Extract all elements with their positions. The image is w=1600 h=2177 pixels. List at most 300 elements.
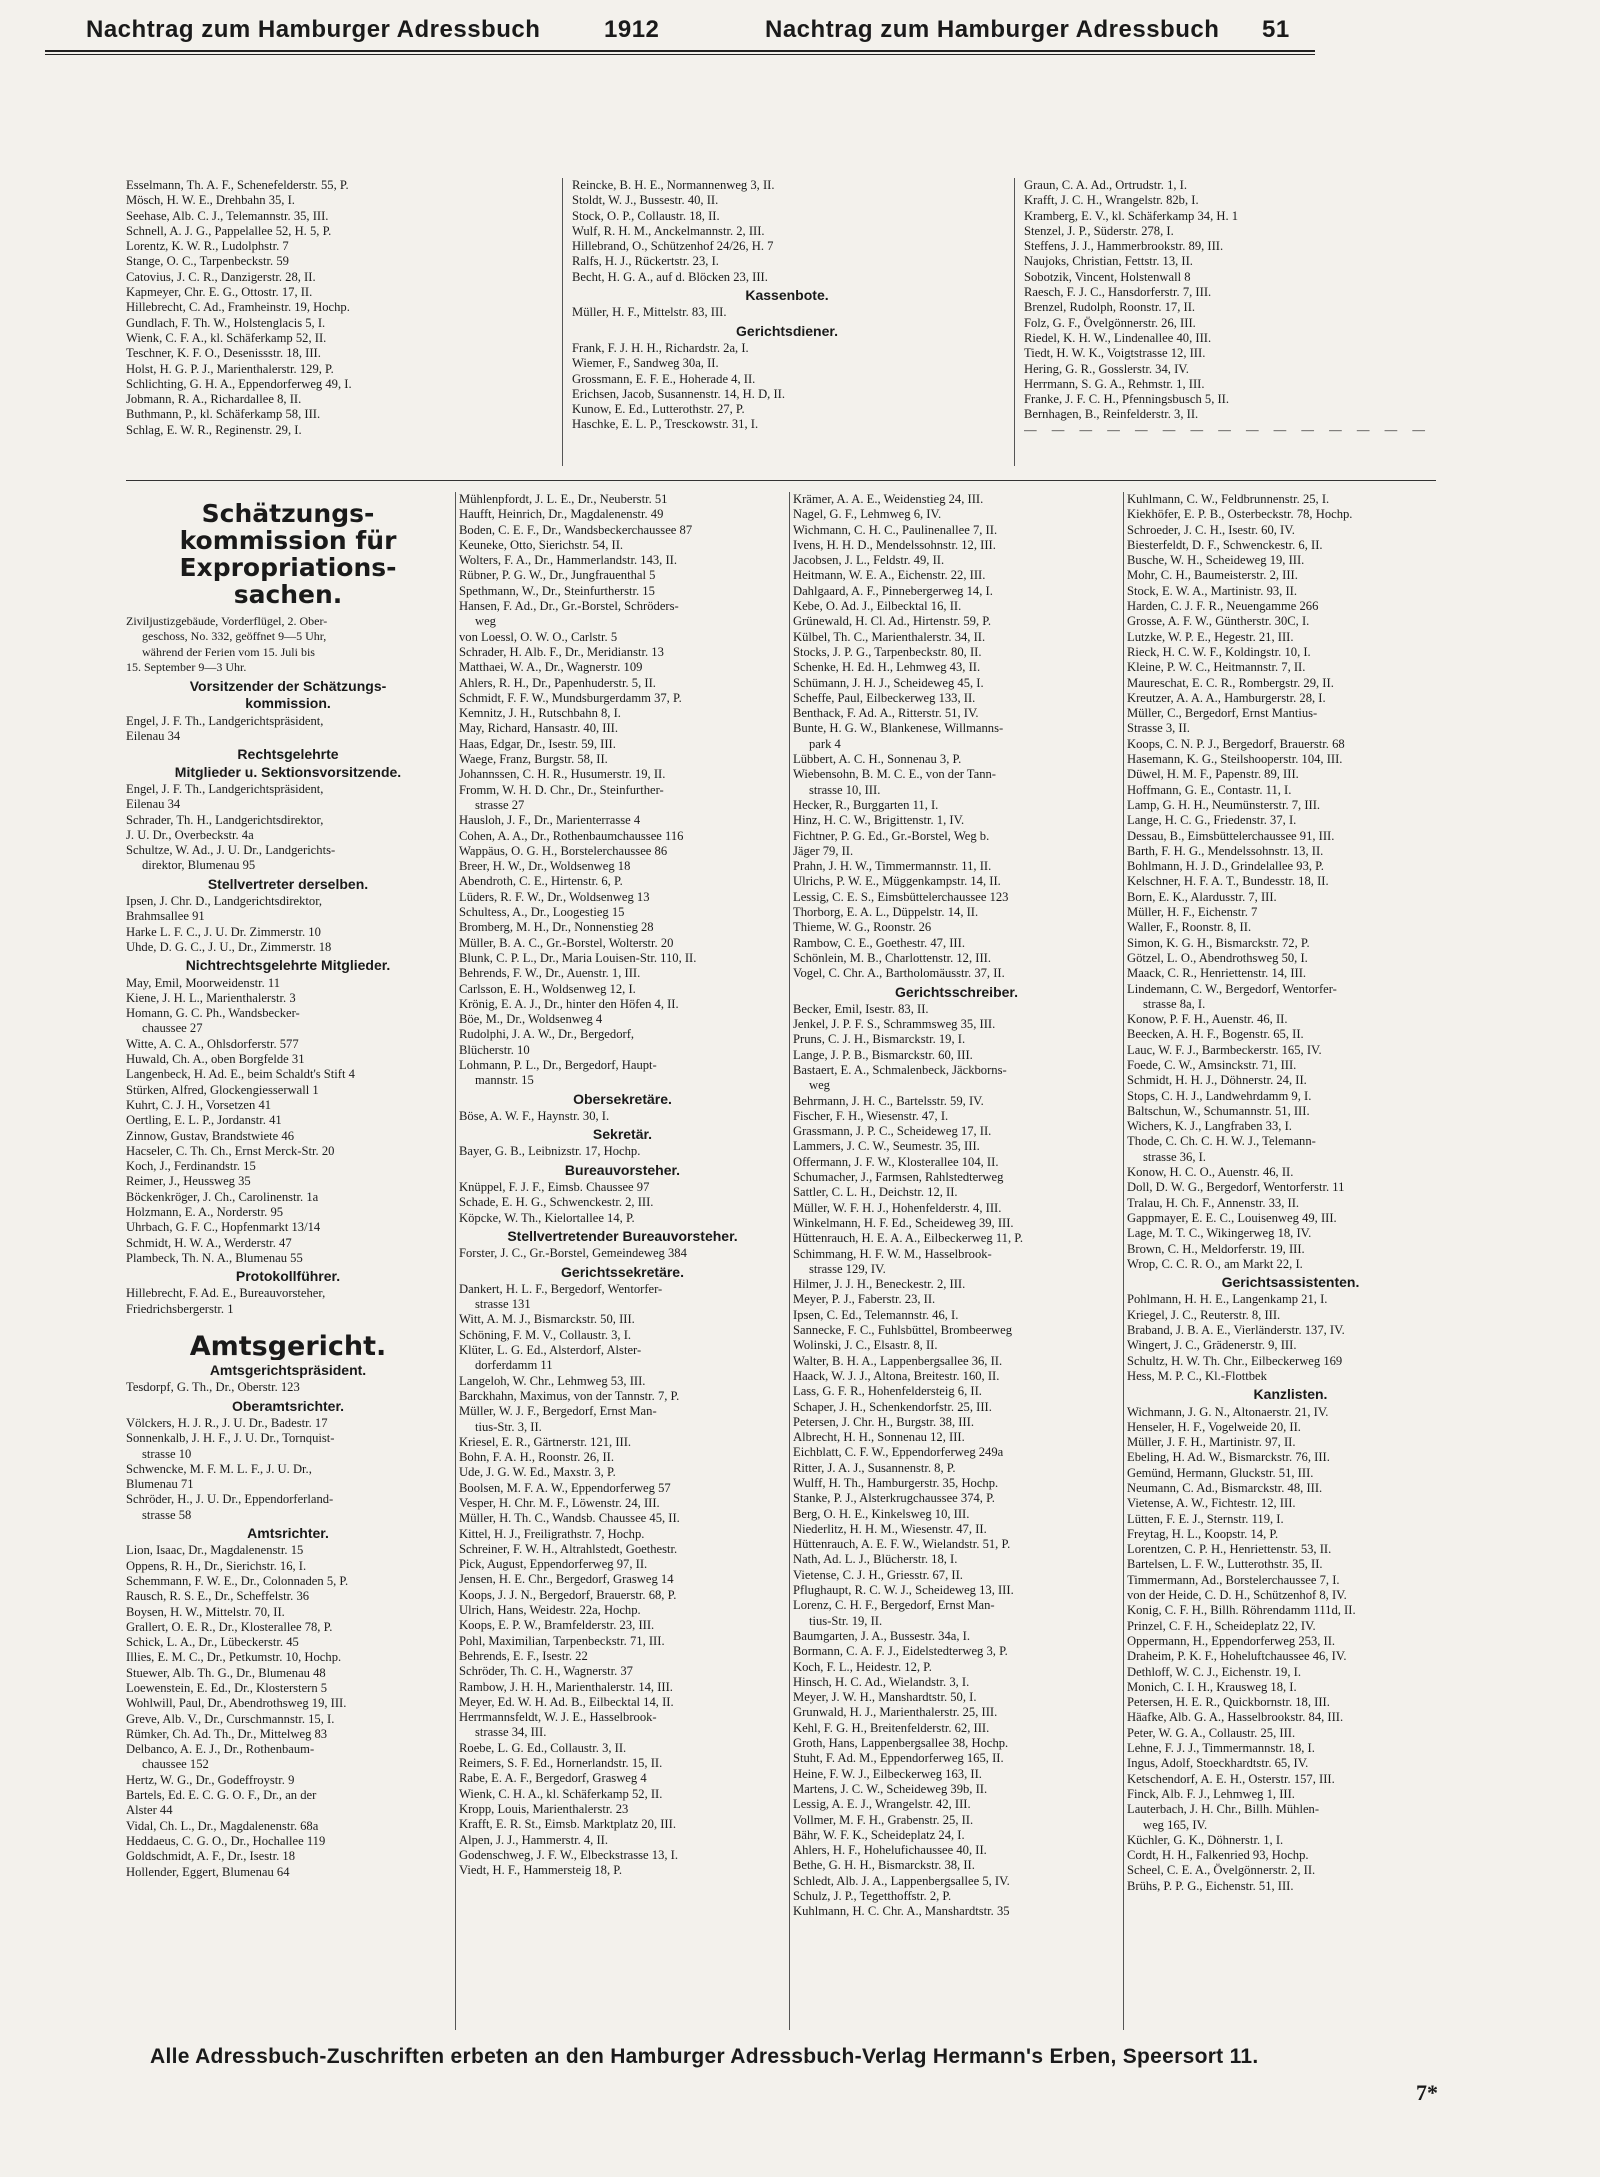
list-item: Ahlers, H. F., Hohelufichaussee 40, II. [793, 1843, 987, 1858]
list-item: Knüppel, F. J. F., Eimsb. Chaussee 97 [459, 1180, 650, 1195]
list-item: strasse 58 [142, 1507, 192, 1522]
list-item: Erichsen, Jacob, Susannenstr. 14, H. D, II. [572, 386, 786, 401]
section-title-nichtrechtsgelehrte: Nichtrechtsgelehrte Mitglieder. [185, 958, 391, 974]
footer-notice: Alle Adressbuch-Zuschriften erbeten an den Hamburger Adressbuch-Verlag Hermann's Erben, Speersort 11. [150, 2045, 1259, 2068]
list-item: tius-Str. 3, II. [475, 1419, 542, 1434]
list-item: Rambow, C. E., Goethestr. 47, III. [793, 935, 965, 950]
list-item: Stenzel, J. P., Süderstr. 278, I. [1024, 223, 1174, 238]
list-item: Jobmann, R. A., Richardallee 8, II. [126, 392, 302, 407]
section-title-vorsitzender-1: Vorsitzender der Schätzungs- [189, 679, 387, 695]
list-item: Köpcke, W. Th., Kielortallee 14, P. [459, 1210, 635, 1225]
list-item: Brown, C. H., Meldorferstr. 19, III. [1127, 1241, 1305, 1256]
section-title-stellv-bureauvorsteher: Stellvertretender Bureauvorsteher. [507, 1228, 738, 1244]
list-item: Mohr, C. H., Baumeisterstr. 2, III. [1127, 568, 1298, 583]
list-item: Fischer, F. H., Wiesenstr. 47, I. [793, 1108, 949, 1123]
list-item: Benthack, F. Ad. A., Ritterstr. 51, IV. [793, 706, 979, 721]
list-item: Simon, K. G. H., Bismarckstr. 72, P. [1127, 935, 1310, 950]
list-item: strasse 8a, I. [1143, 996, 1206, 1011]
big-title-line-4: sachen. [233, 581, 343, 608]
list-item: Tiedt, H. W. K., Voigtstrasse 12, III. [1024, 346, 1206, 361]
list-item: Wrop, C. C. R. O., am Markt 22, I. [1127, 1256, 1303, 1271]
list-item: Greve, Alb. V., Dr., Curschmannstr. 15, I. [126, 1711, 335, 1726]
column-divider [1014, 178, 1015, 466]
list-item: Rudolphi, J. A. W., Dr., Bergedorf, [459, 1027, 635, 1042]
list-item: Lüders, R. F. W., Dr., Woldsenweg 13 [459, 889, 650, 904]
list-item: Monich, C. I. H., Krausweg 18, I. [1127, 1679, 1297, 1694]
list-item: Prahn, J. H. W., Timmermannstr. 11, II. [793, 859, 992, 874]
list-item: Kehl, F. G. H., Breitenfelderstr. 62, III. [793, 1720, 990, 1735]
list-item: Gemünd, Hermann, Gluckstr. 51, III. [1127, 1465, 1314, 1480]
list-item: Schlag, E. W. R., Reginenstr. 29, I. [126, 422, 302, 437]
header-left-title: Nachtrag zum Hamburger Adressbuch [86, 16, 541, 43]
list-item: Berg, O. H. E., Kinkelsweg 10, III. [793, 1506, 970, 1521]
list-item: Schick, L. A., Dr., Lübeckerstr. 45 [126, 1635, 299, 1650]
list-item: geschoss, No. 332, geöffnet 9—5 Uhr, [142, 629, 327, 644]
section-title-amtsrichter: Amtsrichter. [247, 1526, 329, 1542]
list-item: Wichmann, J. G. N., Altonaerstr. 21, IV. [1127, 1404, 1329, 1419]
list-item: Boysen, H. W., Mittelstr. 70, II. [126, 1604, 285, 1619]
list-item: Tralau, H. Ch. F., Annenstr. 33, II. [1127, 1195, 1300, 1210]
list-item: Waller, F., Roonstr. 8, II. [1127, 920, 1252, 935]
column-divider [789, 492, 790, 2030]
list-item: weg [475, 614, 496, 629]
list-item: Naujoks, Christian, Fettstr. 13, II. [1024, 254, 1193, 269]
list-item: Hering, G. R., Gosslerstr. 34, IV. [1024, 361, 1189, 376]
list-item: Müller, H. Th. C., Wandsb. Chaussee 45, II. [459, 1511, 680, 1526]
list-item: Blunk, C. P. L., Dr., Maria Louisen-Str. 110, II. [459, 950, 697, 965]
list-item: Heine, F. W. J., Eilbeckerweg 163, II. [793, 1766, 982, 1781]
list-item: Rümker, Ch. Ad. Th., Dr., Mittelweg 83 [126, 1726, 328, 1741]
list-item: Graun, C. A. Ad., Ortrudstr. 1, I. [1024, 178, 1188, 192]
list-item: Oertling, E. L. P., Jordanstr. 41 [126, 1113, 282, 1128]
list-item: Finck, Alb. F. J., Lehmweg 1, III. [1127, 1786, 1295, 1801]
list-item: Raesch, F. J. C., Hansdorferstr. 7, III. [1024, 285, 1212, 300]
list-item: Draheim, P. K. F., Hoheluftchaussee 46, IV. [1127, 1649, 1347, 1664]
list-item: Schmidt, F. F. W., Mundsburgerdamm 37, P. [459, 690, 682, 705]
list-item: Johannssen, C. H. R., Husumerstr. 19, II. [459, 767, 666, 782]
list-item: Schnell, A. J. G., Pappelallee 52, H. 5, P. [126, 223, 332, 238]
list-item: Kapmeyer, Chr. E. G., Ottostr. 17, II. [126, 285, 313, 300]
list-item: Thode, C. Ch. C. H. W. J., Telemann- [1127, 1134, 1316, 1149]
middle-column-b [793, 492, 1120, 1920]
list-item: Kuhlmann, C. W., Feldbrunnenstr. 25, I. [1127, 492, 1330, 506]
list-item: Keuneke, Otto, Sierichstr. 54, II. [459, 537, 624, 552]
list-item: Fichtner, P. G. Ed., Gr.-Borstel, Weg b. [793, 828, 990, 843]
list-item: Schultz, H. W. Th. Chr., Eilbeckerweg 169 [1127, 1353, 1343, 1368]
list-item: Haack, W. J. J., Altona, Breitestr. 160, II. [793, 1368, 1000, 1383]
list-item: Böse, A. W. F., Haynstr. 30, I. [459, 1108, 610, 1123]
list-item: Lehne, F. J. J., Timmermannstr. 18, I. [1127, 1741, 1315, 1756]
section-title-sekretaer: Sekretär. [592, 1127, 653, 1143]
list-item: Alster 44 [126, 1803, 173, 1818]
list-item: Teschner, K. F. O., Desenissstr. 18, III. [126, 346, 321, 361]
list-item: Müller, H. F., Eichenstr. 7 [1127, 905, 1258, 920]
list-item: strasse 131 [475, 1297, 531, 1312]
list-item: Hacseler, C. Th. Ch., Ernst Merck-Str. 20 [126, 1143, 335, 1158]
list-item: Stoldt, W. J., Bussestr. 40, II. [572, 193, 719, 208]
header-rule-thin [45, 54, 1315, 55]
list-item: Lessig, C. E. S., Eimsbüttelerchaussee 123 [793, 889, 1009, 904]
list-item: Loewenstein, E. Ed., Dr., Klosterstern 5 [126, 1681, 328, 1695]
list-item: Doll, D. W. G., Bergedorf, Wentorferstr. 11 [1127, 1180, 1345, 1195]
list-item: Ude, J. G. W. Ed., Maxstr. 3, P. [459, 1465, 616, 1480]
list-item: Freytag, H. L., Koopstr. 14, P. [1127, 1526, 1279, 1541]
list-item: Lass, G. F. R., Hohenfeldersteig 6, II. [793, 1384, 982, 1399]
list-item: Koops, E. P. W., Bramfelderstr. 23, III. [459, 1618, 655, 1633]
list-item: Herrmann, S. G. A., Rehmstr. 1, III. [1024, 376, 1205, 391]
section-title-vorsitzender-2: kommission. [245, 696, 331, 712]
section-title-bureauvorsteher: Bureauvorsteher. [564, 1162, 681, 1178]
list-item: Bastaert, E. A., Schmalenbeck, Jäckborns- [793, 1062, 1007, 1077]
list-item: Friedrichsbergerstr. 1 [126, 1301, 234, 1316]
list-item: Reimer, J., Heussweg 35 [126, 1174, 251, 1189]
section-title-gerichtsschreiber: Gerichtsschreiber. [895, 984, 1018, 1000]
list-item: Franke, J. F. C. H., Pfenningsbusch 5, II. [1024, 392, 1230, 407]
list-item: Kuhlmann, H. C. Chr. A., Manshardtstr. 35 [793, 1904, 1010, 1919]
list-item: May, Emil, Moorweidenstr. 11 [126, 975, 281, 990]
list-item: Krafft, E. R. St., Eimsb. Marktplatz 20, III. [459, 1817, 676, 1832]
list-item: während der Ferien vom 15. Juli bis [142, 644, 315, 659]
list-item: Schlichting, G. H. A., Eppendorferweg 49, I. [126, 376, 352, 391]
list-item: Pohlmann, H. H. E., Langenkamp 21, I. [1127, 1292, 1328, 1307]
list-item: Niederlitz, H. H. M., Wiesenstr. 47, II. [793, 1521, 987, 1536]
list-item: Lammers, J. C. W., Seumestr. 35, III. [793, 1139, 980, 1154]
list-item: Schemmann, F. W. E., Dr., Colonnaden 5, P. [126, 1573, 349, 1588]
section-title-gerichtssekretaere: Gerichtssekretäre. [561, 1264, 684, 1280]
list-item: Buthmann, P., kl. Schäferkamp 58, III. [126, 407, 321, 422]
list-item: Breer, H. W., Dr., Woldsenweg 18 [459, 859, 631, 874]
list-item: Wulff, H. Th., Hamburgerstr. 35, Hochp. [793, 1476, 999, 1490]
list-item: Blücherstr. 10 [459, 1042, 530, 1057]
list-item: Matthaei, W. A., Dr., Wagnerstr. 109 [459, 660, 643, 675]
list-item: Schulz, J. P., Tegetthoffstr. 2, P. [793, 1889, 952, 1904]
list-item: Born, E. K., Alardusstr. 7, III. [1127, 889, 1277, 904]
list-item: Koch, J., Ferdinandstr. 15 [126, 1159, 256, 1174]
list-item: Zinnow, Gustav, Brandstwiete 46 [126, 1128, 295, 1143]
list-item: Kuhrt, C. J. H., Vorsetzen 41 [126, 1097, 272, 1112]
list-item: Ivens, H. H. D., Mendelssohnstr. 12, III. [793, 537, 996, 552]
list-item: Wiemer, F., Sandweg 30a, II. [572, 356, 719, 371]
list-item: Frank, F. J. H. H., Richardstr. 2a, I. [572, 340, 749, 355]
section-title-kassenbote: Kassenbote. [745, 288, 829, 304]
list-item: Wohlwill, Paul, Dr., Abendrothsweg 19, III. [126, 1696, 347, 1711]
list-item: Külbel, Th. C., Marienthalerstr. 34, II. [793, 629, 986, 644]
list-item: park 4 [809, 736, 841, 751]
list-item: Pflughaupt, R. C. W. J., Scheideweg 13, III. [793, 1583, 1014, 1598]
section-title-oberamtsrichter: Oberamtsrichter. [231, 1398, 345, 1414]
list-item: Prinzel, C. F. H., Scheideplatz 22, IV. [1127, 1618, 1316, 1633]
list-item: Grosse, A. F. W., Güntherstr. 30C, I. [1127, 614, 1310, 629]
list-item: Götzel, L. O., Abendrothsweg 50, I. [1127, 950, 1308, 965]
list-item: Stürken, Alfred, Glockengiesserwall 1 [126, 1082, 319, 1097]
top-column-1 [126, 178, 556, 438]
list-item: Hollender, Eggert, Blumenau 64 [126, 1864, 290, 1879]
list-item: Häafke, Alb. G. A., Hasselbrookstr. 84, III. [1127, 1710, 1344, 1725]
big-title-line-1: Schätzungs- [201, 500, 375, 527]
list-item: Barth, F. H. G., Mendelssohnstr. 13, II. [1127, 843, 1324, 858]
list-item: Schultze, W. Ad., J. U. Dr., Landgerichts- [126, 843, 336, 858]
header-right-title: Nachtrag zum Hamburger Adressbuch [765, 16, 1220, 43]
list-item: Stuewer, Alb. Th. G., Dr., Blumenau 48 [126, 1665, 326, 1680]
list-item: von der Heide, C. D. H., Schützenhof 8, IV. [1127, 1588, 1347, 1603]
list-item: strasse 129, IV. [809, 1261, 886, 1276]
list-item: Albrecht, H. H., Sonnenau 12, III. [793, 1430, 965, 1445]
list-item: Nagel, G. F., Lehmweg 6, IV. [793, 507, 942, 522]
list-item: Hillebrecht, F. Ad. E., Bureauvorsteher, [126, 1286, 326, 1301]
list-item: Klüter, L. G. Ed., Alsterdorf, Alster- [459, 1343, 642, 1358]
list-item: Vesper, H. Chr. M. F., Löwenstr. 24, III. [459, 1496, 660, 1510]
list-item: Baumgarten, J. A., Bussestr. 34a, I. [793, 1628, 970, 1643]
list-item: Wienk, C. H. A., kl. Schäferkamp 52, II. [459, 1786, 663, 1801]
list-item: Lessig, A. E. J., Wrangelstr. 42, III. [793, 1797, 971, 1812]
list-item: Grünewald, H. Cl. Ad., Hirtenstr. 59, P. [793, 614, 991, 629]
list-item: Rambow, J. H. H., Marienthalerstr. 14, III. [459, 1679, 673, 1694]
list-item: Eilenau 34 [126, 797, 181, 812]
list-item: Kebe, O. Ad. J., Eilbecktal 16, II. [793, 599, 962, 614]
list-item: Rübner, P. G. W., Dr., Jungfrauenthal 5 [459, 568, 656, 583]
list-item: Konow, P. F. H., Auenstr. 46, II. [1127, 1012, 1288, 1027]
page-number: 51 [1262, 16, 1290, 43]
list-item: Schledt, Alb. J. A., Lappenbergsallee 5, IV. [793, 1873, 1010, 1888]
list-item: Schimmang, H. F. W. M., Hasselbrook- [793, 1246, 992, 1261]
list-item: Meyer, Ed. W. H. Ad. B., Eilbecktal 14, II. [459, 1694, 674, 1709]
list-item: Kiene, J. H. L., Marienthalerstr. 3 [126, 990, 296, 1005]
list-item: Lamp, G. H. H., Neumünsterstr. 7, III. [1127, 797, 1321, 812]
list-item: strasse 10, III. [809, 782, 881, 797]
list-item: Seehase, Alb. C. J., Telemannstr. 35, III. [126, 208, 329, 223]
list-item: Völckers, H. J. R., J. U. Dr., Badestr. 17 [126, 1415, 328, 1430]
list-item: Heddaeus, C. G. O., Dr., Hochallee 119 [126, 1833, 326, 1848]
top-column-2 [572, 178, 1002, 433]
list-item: Böe, M., Dr., Woldsenweg 4 [459, 1012, 603, 1027]
list-item: Huwald, Ch. A., oben Borgfelde 31 [126, 1052, 305, 1067]
list-item: Hüttenrauch, H. E. A. A., Eilbeckerweg 11, P. [793, 1231, 1024, 1246]
section-title-stellvertreter: Stellvertreter derselben. [207, 876, 369, 892]
list-item: Schmidt, H. H. J., Döhnerstr. 24, II. [1127, 1073, 1307, 1088]
list-item: Kelschner, H. F. A. T., Bundesstr. 18, II. [1127, 874, 1329, 889]
list-item: Lange, H. C. G., Friedenstr. 37, I. [1127, 813, 1297, 828]
list-item: Delbanco, A. E. J., Dr., Rothenbaum- [126, 1742, 315, 1757]
list-item: Ketschendorf, A. E. H., Osterstr. 157, III. [1127, 1771, 1335, 1786]
list-item: Krönig, E. A. J., Dr., hinter den Höfen 4, II. [459, 996, 679, 1011]
list-item: Ingus, Adolf, Stoeckhardtstr. 65, IV. [1127, 1756, 1309, 1771]
list-item: Oppermann, H., Eppendorferweg 253, II. [1127, 1633, 1336, 1648]
list-item: Ritter, J. A. J., Susannenstr. 8, P. [793, 1460, 956, 1475]
list-item: Kramberg, E. V., kl. Schäferkamp 34, H. 1 [1024, 208, 1239, 223]
list-item: Lauterbach, J. H. Chr., Billh. Mühlen- [1127, 1802, 1320, 1817]
list-item: Viedt, H. F., Hammersteig 18, P. [459, 1863, 622, 1878]
column-divider [455, 492, 456, 2030]
list-item: Sattler, C. L. H., Deichstr. 12, II. [793, 1185, 958, 1200]
list-item: Brenzel, Rudolph, Roonstr. 17, II. [1024, 300, 1196, 315]
list-item: Thorborg, E. A. L., Düppelstr. 14, II. [793, 905, 979, 920]
list-item: Haufft, Heinrich, Dr., Magdalenenstr. 49 [459, 507, 664, 522]
list-item: Lorentz, K. W. R., Ludolphstr. 7 [126, 239, 289, 254]
section-title-rechtsgelehrte-2: Mitglieder u. Sektionsvorsitzende. [174, 764, 402, 780]
list-item: dorferdamm 11 [475, 1358, 553, 1373]
list-item: weg 165, IV. [1143, 1817, 1208, 1832]
list-item: Ralfs, H. J., Rückertstr. 23, I. [572, 254, 719, 269]
list-item: Jacobsen, J. L., Feldstr. 49, II. [793, 553, 945, 568]
list-item: Lütten, F. E. J., Sternstr. 119, I. [1127, 1511, 1284, 1526]
list-item: Hoffmann, G. E., Contastr. 11, I. [1127, 782, 1292, 797]
section-title-amtsgerichtspraesident: Amtsgerichtspräsident. [209, 1363, 367, 1379]
list-item: Kropp, Louis, Marienthalerstr. 23 [459, 1801, 629, 1816]
list-item: Henseler, H. F., Vogelweide 20, II. [1127, 1419, 1301, 1434]
list-item: Bormann, C. A. F. J., Eidelstedterweg 3, P. [793, 1644, 1008, 1659]
list-item: tius-Str. 19, II. [809, 1613, 883, 1628]
list-item: Kreutzer, A. A. A., Hamburgerstr. 28, I. [1127, 690, 1326, 705]
list-item: Bähr, W. F. K., Scheideplatz 24, I. [793, 1827, 965, 1842]
list-item: Engel, J. F. Th., Landgerichtspräsident, [126, 781, 324, 796]
list-item: Kunow, E. Ed., Lutterothstr. 27, P. [572, 402, 745, 417]
list-item: Grallert, O. E. R., Dr., Klosterallee 78, P. [126, 1619, 333, 1634]
list-item: Brühs, P. P. G., Eichenstr. 51, III. [1127, 1878, 1294, 1893]
list-item: Strasse 3, II. [1127, 721, 1190, 736]
list-item: Illies, E. M. C., Dr., Petkumstr. 10, Hochp. [126, 1650, 342, 1665]
section-title-protokollfuehrer: Protokollführer. [235, 1269, 341, 1285]
list-item: Sonnenkalb, J. H. F., J. U. Dr., Tornquist- [126, 1431, 335, 1446]
list-item: Vollmer, M. F. H., Grabenstr. 25, II. [793, 1812, 974, 1827]
list-item: Kleine, P. W. C., Heitmannstr. 7, II. [1127, 660, 1306, 675]
column-divider [562, 178, 563, 466]
list-item: Vietense, A. W., Fichtestr. 12, III. [1127, 1496, 1296, 1511]
list-item: Krafft, J. C. H., Wrangelstr. 82b, I. [1024, 193, 1199, 208]
list-item: Alpen, J. J., Hammerstr. 4, II. [459, 1832, 609, 1847]
list-item: Koops, J. J. N., Bergedorf, Brauerstr. 68, P. [459, 1587, 677, 1602]
list-item: Müller, W. J. F., Bergedorf, Ernst Man- [459, 1404, 657, 1419]
list-item: Maureschat, E. C. R., Rombergstr. 29, II. [1127, 675, 1334, 690]
list-item: Scheffe, Paul, Eilbeckerweg 133, II. [793, 690, 976, 705]
list-item: Stanke, P. J., Alsterkrugchaussee 374, P. [793, 1491, 995, 1506]
list-item: Holst, H. G. P. J., Marienthalerstr. 129, P. [126, 361, 334, 376]
list-item: Haas, Edgar, Dr., Isestr. 59, III. [459, 736, 616, 751]
list-item: Dankert, H. L. F., Bergedorf, Wentorfer- [459, 1281, 663, 1296]
list-item: Ahlers, R. H., Dr., Papenhuderstr. 5, II. [459, 675, 656, 690]
list-item: Wolinski, J. C., Elsastr. 8, II. [793, 1338, 938, 1353]
list-item: Dahlgaard, A. F., Pinnebergerweg 14, I. [793, 583, 993, 598]
list-item: Kemnitz, J. H., Rutschbahn 8, I. [459, 706, 621, 721]
list-item: Stock, E. W. A., Martinistr. 93, II. [1127, 583, 1298, 598]
list-item: Eilenau 34 [126, 729, 181, 744]
list-item: Hess, M. P. C., Kl.-Flottbek [1127, 1368, 1267, 1383]
list-item: Koch, F. L., Heidestr. 12, P. [793, 1659, 932, 1674]
list-item: Rausch, R. S. E., Dr., Scheffelstr. 36 [126, 1589, 310, 1604]
list-item: Fromm, W. H. D. Chr., Dr., Steinfurther- [459, 782, 664, 797]
list-item: Schumacher, J., Farmsen, Rahlstedterweg [793, 1170, 1004, 1185]
section-title-rechtsgelehrte-1: Rechtsgelehrte [237, 747, 339, 763]
list-item: Küchler, G. K., Döhnerstr. 1, I. [1127, 1832, 1284, 1847]
list-item: Barckhahn, Maximus, von der Tannstr. 7, P. [459, 1388, 680, 1403]
list-item: Meyer, J. W. H., Manshardtstr. 50, I. [793, 1690, 977, 1705]
list-item: Wappäus, O. G. H., Borstelerchaussee 86 [459, 843, 668, 858]
list-item: Behrmann, J. H. C., Bartelsstr. 59, IV. [793, 1093, 984, 1108]
list-item: chaussee 27 [142, 1021, 203, 1036]
section-title-kanzlisten: Kanzlisten. [1253, 1387, 1328, 1403]
list-item: Blumenau 71 [126, 1477, 194, 1492]
list-item: Schaper, J. H., Schenkendorfstr. 25, III. [793, 1399, 992, 1414]
list-item: Krämer, A. A. E., Weidenstieg 24, III. [793, 492, 984, 506]
middle-column-a [459, 492, 786, 1878]
list-item: Beecken, A. H. F., Bogenstr. 65, II. [1127, 1027, 1304, 1042]
list-item: Behrends, F. W., Dr., Auenstr. 1, III. [459, 966, 641, 981]
list-item: Rabe, E. A. F., Bergedorf, Grasweg 4 [459, 1771, 647, 1786]
list-item: Hüttenrauch, A. E. F. W., Wielandstr. 51, P. [793, 1537, 1011, 1552]
list-item: Schümann, J. H. J., Scheideweg 45, I. [793, 675, 984, 690]
list-item: Reimers, S. F. Ed., Hornerlandstr. 15, II. [459, 1756, 663, 1771]
list-item: Heitmann, W. E. A., Eichenstr. 22, III. [793, 568, 986, 583]
section-title-gerichtsassistenten: Gerichtsassistenten. [1221, 1275, 1360, 1291]
list-item: Lage, M. T. C., Wikingerweg 18, IV. [1127, 1226, 1312, 1241]
section-title-gerichtsdiener: Gerichtsdiener. [736, 323, 838, 339]
list-item: Scheel, C. E. A., Övelgönnerstr. 2, II. [1127, 1863, 1316, 1878]
list-item: Harden, C. J. F. R., Neuengamme 266 [1127, 599, 1319, 614]
list-item: Schwencke, M. F. M. L. F., J. U. Dr., [126, 1461, 312, 1476]
list-item: Dethloff, W. C. J., Eichenstr. 19, I. [1127, 1664, 1301, 1679]
list-item: Cohen, A. A., Dr., Rothenbaumchaussee 116 [459, 828, 684, 843]
list-item: Grossmann, E. F. E., Hoherade 4, II. [572, 371, 756, 386]
list-item: Hansen, F. Ad., Dr., Gr.-Borstel, Schröders- [459, 599, 679, 614]
list-item: weg [809, 1078, 830, 1093]
list-item: Becker, Emil, Isestr. 83, II. [793, 1001, 929, 1016]
list-item: Roebe, L. G. Ed., Collaustr. 3, II. [459, 1740, 627, 1755]
list-item: Brahmsallee 91 [126, 909, 205, 924]
list-item: Ziviljustizgebäude, Vorderflügel, 2. Ober- [126, 614, 328, 628]
list-item: Böckenkröger, J. Ch., Carolinenstr. 1a [126, 1189, 319, 1204]
list-item: Schmidt, H. W. A., Werderstr. 47 [126, 1235, 292, 1250]
list-item: Biesterfeldt, D. F., Schwenckestr. 6, II. [1127, 537, 1323, 552]
list-item: Thieme, W. G., Roonstr. 26 [793, 920, 932, 935]
big-title-line-3: Expropriations- [179, 554, 397, 581]
list-item: Kriegel, J. C., Reuterstr. 8, III. [1127, 1307, 1281, 1322]
list-item: Pohl, Maximilian, Tarpenbeckstr. 71, III. [459, 1633, 665, 1648]
list-item: Langeloh, W. Chr., Lehmweg 53, III. [459, 1373, 646, 1388]
list-item: Schultess, A., Dr., Loogestieg 15 [459, 905, 625, 920]
list-item: Bartels, Ed. E. C. G. O. F., Dr., an der [126, 1788, 317, 1803]
list-item: Witte, A. C. A., Ohlsdorferstr. 577 [126, 1036, 299, 1051]
list-item: Schenke, H. Ed. H., Lehmweg 43, II. [793, 660, 981, 675]
list-item: Wulf, R. H. M., Anckelmannstr. 2, III. [572, 223, 765, 238]
list-item: Ipsen, J. Chr. D., Landgerichtsdirektor, [126, 894, 323, 909]
list-item: Langenbeck, H. Ad. E., beim Schaldt's Stift 4 [126, 1067, 355, 1082]
list-item: chaussee 152 [142, 1757, 209, 1772]
list-item: Uhrbach, G. F. C., Hopfenmarkt 13/14 [126, 1220, 321, 1235]
list-item: Forster, J. C., Gr.-Borstel, Gemeindeweg 384 [459, 1246, 687, 1261]
list-item: Jäger 79, II. [793, 843, 854, 858]
list-item: Vogel, C. Chr. A., Bartholomäusstr. 37, II. [793, 966, 1005, 981]
list-item: Schade, E. H. G., Schwenckestr. 2, III. [459, 1195, 654, 1210]
list-item: Petersen, H. E. R., Quickbornstr. 18, III. [1127, 1695, 1330, 1710]
list-item: Bohlmann, H. J. D., Grindelallee 93, P. [1127, 859, 1324, 874]
list-item: Mühlenpfordt, J. L. E., Dr., Neuberstr. 51 [459, 492, 668, 506]
list-item: Timmermann, Ad., Borstelerchaussee 7, I. [1127, 1572, 1340, 1587]
list-item: Müller, B. A. C., Gr.-Borstel, Wolterstr. 20 [459, 935, 674, 950]
list-item: Ebeling, H. Ad. W., Bismarckstr. 76, III. [1127, 1450, 1330, 1465]
list-item: Lorentzen, C. P. H., Henriettenstr. 53, II. [1127, 1542, 1332, 1557]
list-item: Martens, J. C. W., Scheideweg 39b, II. [793, 1781, 988, 1796]
list-item: Lange, J. P. B., Bismarckstr. 60, III. [793, 1047, 973, 1062]
list-item: Müller, C., Bergedorf, Ernst Mantius- [1127, 706, 1318, 721]
list-item: strasse 27 [475, 797, 525, 812]
list-item: Boolsen, M. F. A. W., Eppendorferweg 57 [459, 1480, 671, 1495]
list-item: Carlsson, E. H., Woldsenweg 12, I. [459, 981, 636, 996]
list-item: Groth, Hans, Lappenbergsallee 38, Hochp. [793, 1736, 1009, 1751]
list-item: Godenschweg, J. F. W., Elbeckstrasse 13, I. [459, 1847, 678, 1862]
list-item: Homann, G. C. Ph., Wandsbecker- [126, 1006, 300, 1021]
list-item: Tesdorpf, G. Th., Dr., Oberstr. 123 [126, 1380, 300, 1395]
list-item: Schroeder, J. C. H., Isestr. 60, IV. [1127, 522, 1295, 537]
title-amtsgericht: Amtsgericht. [189, 1333, 387, 1361]
